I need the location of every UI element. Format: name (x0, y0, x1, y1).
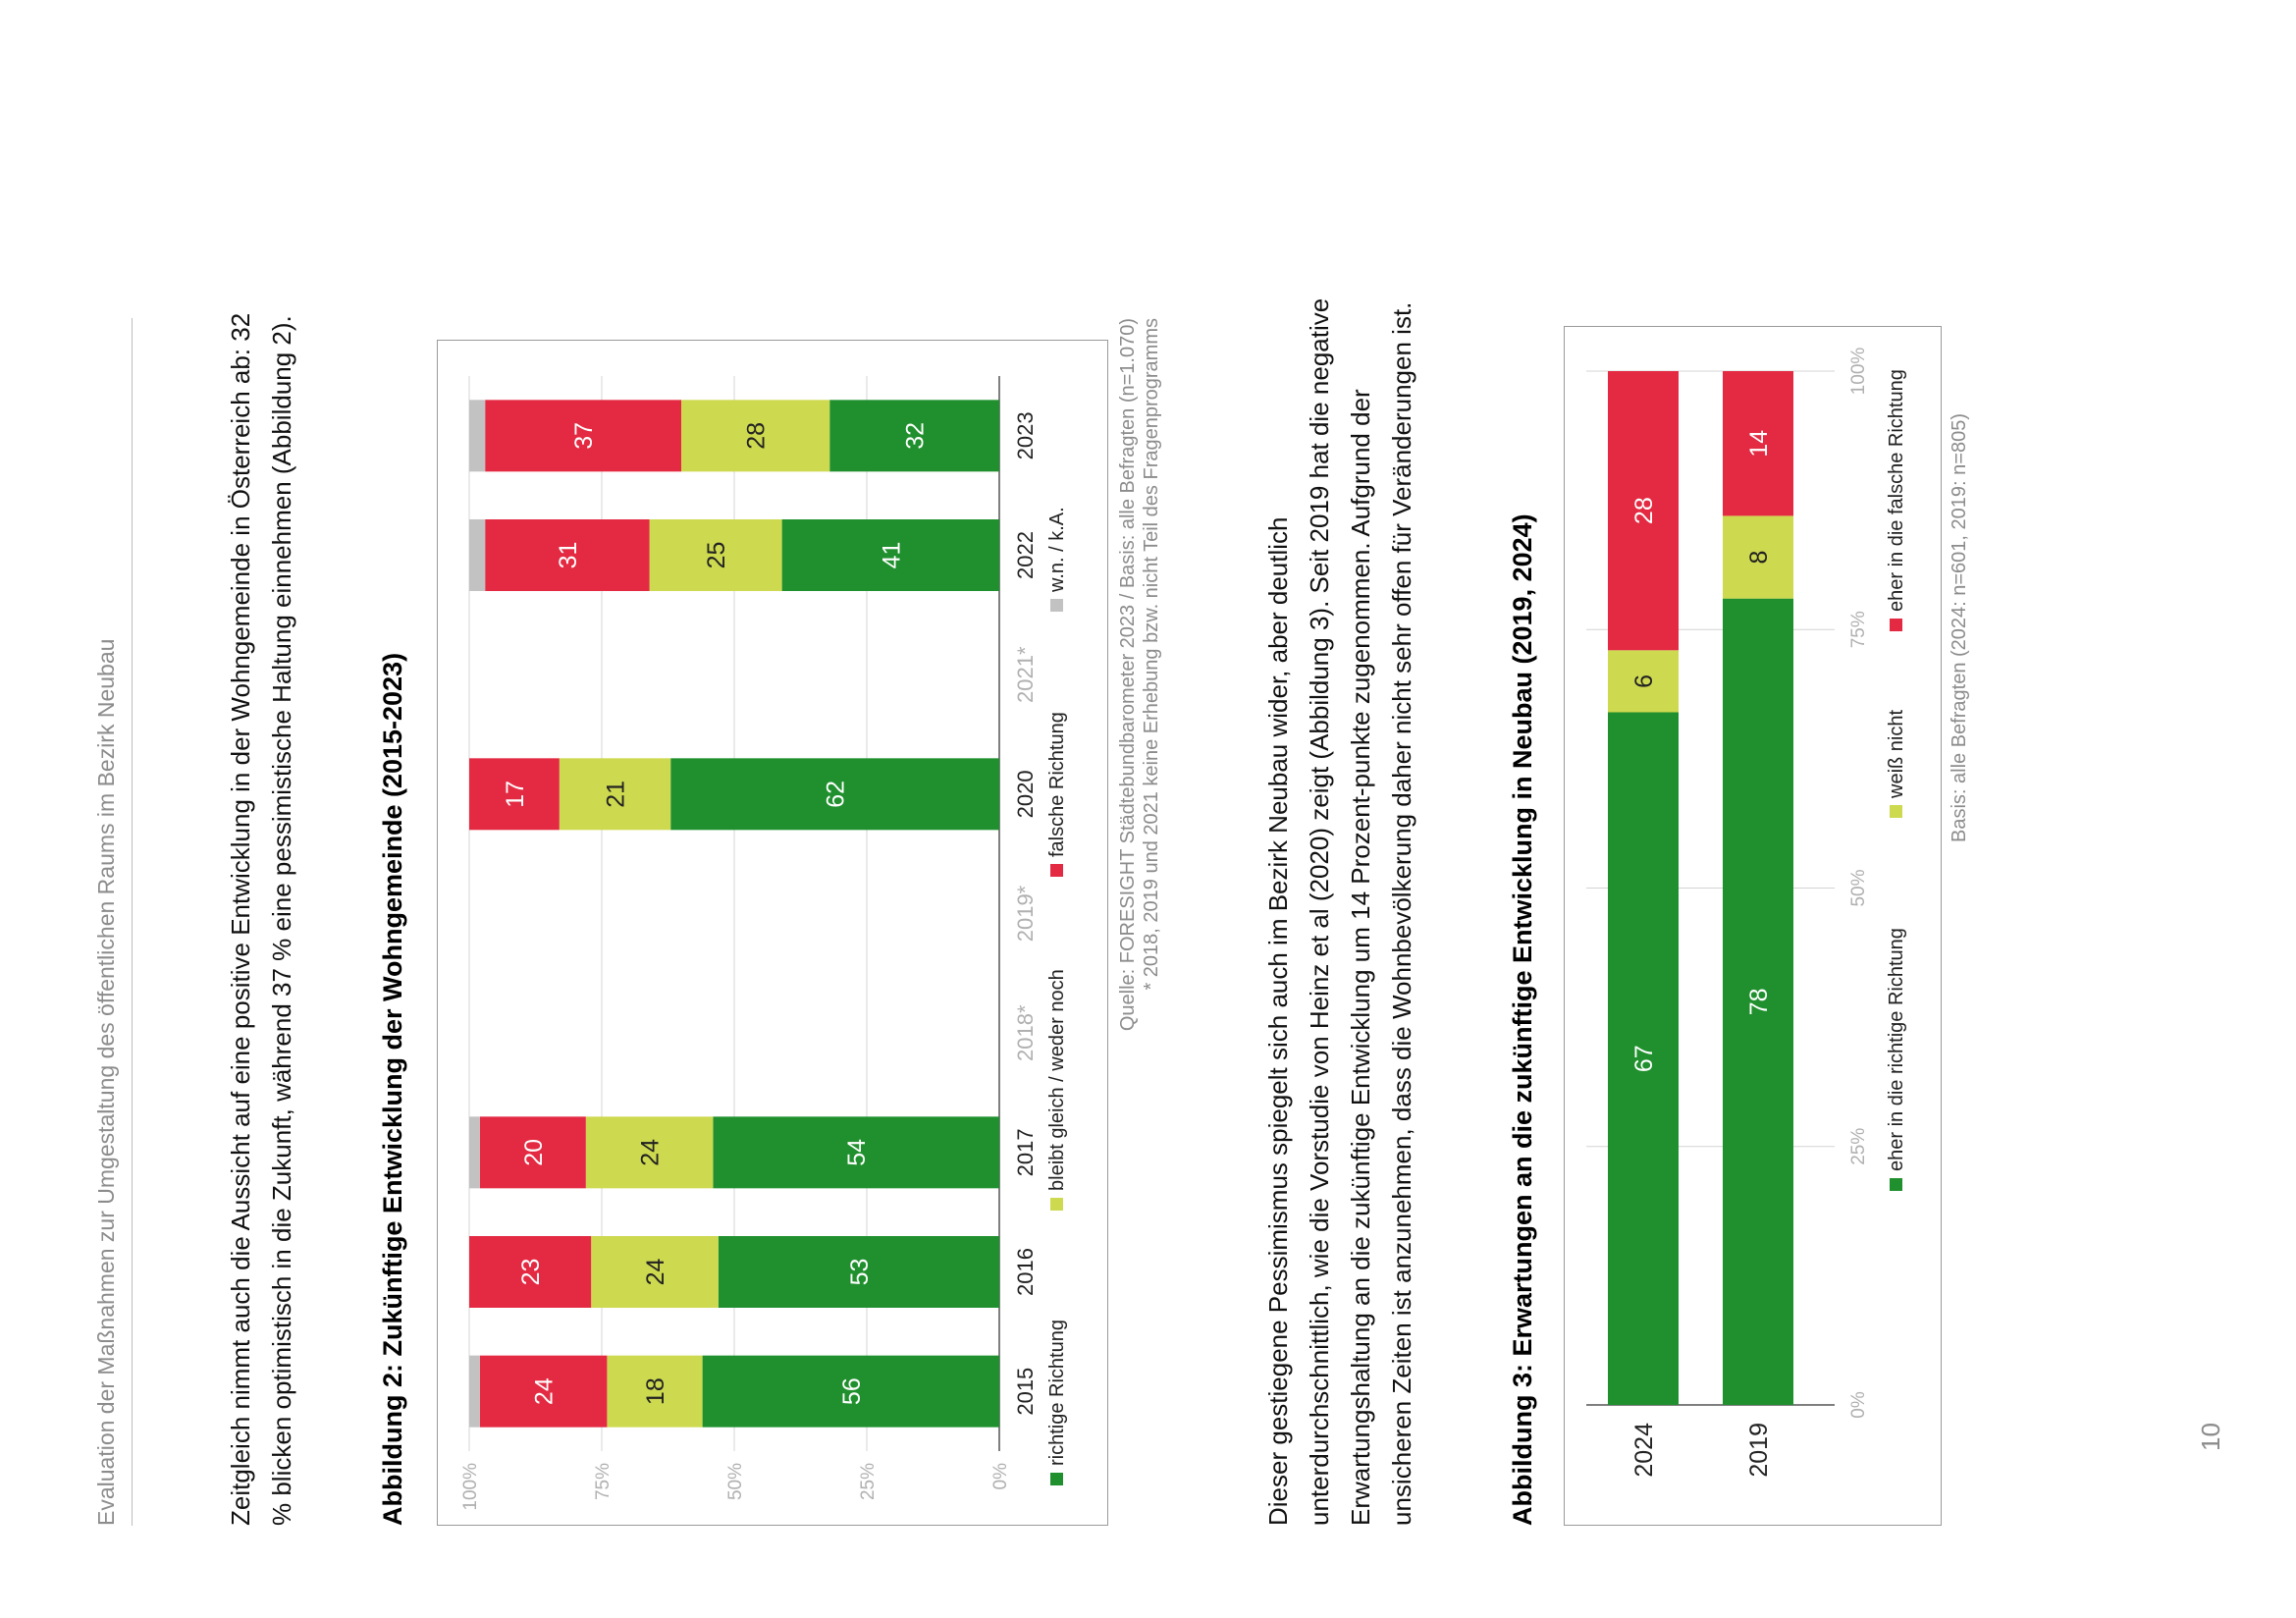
x-tick-label: 2021* (1013, 646, 1038, 703)
legend-swatch (1890, 1178, 1902, 1191)
x-tick-label: 2018* (1013, 1004, 1038, 1061)
data-label: 21 (602, 780, 630, 808)
x-tick-label: 2016 (1013, 1248, 1038, 1296)
legend-label: eher in die richtige Richtung (1886, 928, 1907, 1171)
data-label: 23 (517, 1258, 546, 1286)
data-label: 18 (642, 1377, 669, 1406)
page-number: 10 (2196, 1423, 2225, 1451)
category-label: 2024 (1630, 1423, 1658, 1478)
legend-label: w.n. / k.A. (1046, 507, 1068, 592)
y-tick-label: 25% (858, 1463, 879, 1501)
x-tick-label: 2023 (1013, 411, 1038, 460)
x-tick-label: 2022 (1013, 531, 1038, 579)
data-label: 32 (901, 421, 930, 450)
x-tick-label: 25% (1848, 1127, 1869, 1165)
data-label: 17 (501, 780, 529, 808)
data-label: 56 (837, 1377, 866, 1406)
bar-segment-w-n-k-a (469, 1356, 480, 1428)
running-header: Evaluation der Maßnahmen zur Umgestaltung des öffentlichen Raums im Bezirk Neubau (93, 638, 119, 1526)
figure-2-title: Abbildung 2: Zukünftige Entwicklung der Wohngemeinde (2015-2023) (378, 652, 407, 1526)
legend-swatch (1050, 1198, 1063, 1211)
figure-2-source: Quelle: FORESIGHT Städtebundbarometer 2023 / Basis: alle Befragten (n=1.070) (1117, 318, 1139, 1032)
x-tick-label: 2015 (1013, 1367, 1038, 1416)
legend-swatch (1050, 864, 1063, 877)
body-paragraph-1: Zeitgleich nimmt auch die Aussicht auf eine positive Entwicklung in der Wohngemeinde in Österreich ab: 32 % blicken optimistisch in die Zukunft, während 37 % eine pessimistische Haltung einnehmen (Abbildung 2). (226, 312, 296, 1526)
data-label: 31 (554, 541, 582, 569)
data-label: 14 (1745, 429, 1773, 458)
bar-segment-w-n-k-a (469, 400, 485, 471)
legend-label: weiß nicht (1886, 709, 1907, 798)
bar-segment-w-n-k-a (469, 519, 485, 591)
data-label: 53 (845, 1258, 874, 1286)
legend-swatch (1050, 1473, 1063, 1485)
figure-2-svg (438, 341, 1107, 1525)
x-tick-label: 50% (1848, 869, 1869, 907)
data-label: 78 (1745, 988, 1773, 1016)
legend-label: falsche Richtung (1046, 712, 1068, 857)
y-tick-label: 50% (725, 1463, 746, 1501)
data-label: 24 (530, 1377, 559, 1406)
x-tick-label: 2020 (1013, 770, 1038, 819)
y-tick-label: 100% (460, 1463, 481, 1511)
data-label: 54 (843, 1138, 872, 1166)
legend-label: richtige Richtung (1046, 1320, 1068, 1466)
data-label: 62 (822, 780, 850, 808)
figure-3-basis: Basis: alle Befragten (2024: n=601, 2019: n=805) (1949, 413, 1970, 842)
data-label: 8 (1745, 550, 1773, 565)
data-label: 25 (703, 541, 731, 569)
figure-3-title: Abbildung 3: Erwartungen an die zukünftige Entwicklung in Neubau (2019, 2024) (1508, 513, 1537, 1526)
legend-swatch (1890, 619, 1902, 631)
data-label: 24 (636, 1138, 665, 1166)
data-label: 24 (642, 1258, 669, 1286)
data-label: 41 (878, 541, 906, 569)
x-tick-label: 2017 (1013, 1128, 1038, 1177)
legend-label: bleibt gleich / weder noch (1046, 969, 1068, 1191)
body-paragraph-2: Dieser gestiegene Pessimismus spiegelt sich auch im Bezirk Neubau wider, aber deutlich unterdurchschnittlich, wie die Vorstudie von Heinz et al (2020) zeigt (Abbildung 3). Seit 2019 hat die negative Erwartungshaltung an die zukünftige Entwicklung um 14 Prozent-punkte zugenommen. Aufgrund der unsicheren Zeiten ist anzunehmen, dass die Wohnbevölkerung daher nicht sehr offen für Veränderungen ist. (1263, 297, 1416, 1526)
legend-swatch (1890, 805, 1902, 818)
figure-2-footnote: * 2018, 2019 und 2021 keine Erhebung bzw. nicht Teil des Fragenprogramms (1141, 318, 1162, 991)
x-tick-label: 75% (1848, 611, 1869, 649)
y-tick-label: 0% (990, 1463, 1011, 1490)
data-label: 67 (1630, 1045, 1658, 1073)
data-label: 28 (1630, 497, 1658, 525)
figure-2-chart (437, 340, 1108, 1526)
y-tick-label: 75% (593, 1463, 614, 1501)
data-label: 37 (570, 421, 599, 450)
figure-3-svg (1565, 327, 1941, 1525)
data-label: 6 (1630, 674, 1658, 688)
x-tick-label: 0% (1848, 1391, 1869, 1419)
data-label: 20 (519, 1138, 548, 1166)
data-label: 28 (742, 421, 771, 450)
legend-label: eher in die falsche Richtung (1886, 369, 1907, 612)
legend-swatch (1050, 599, 1063, 612)
x-tick-label: 100% (1848, 347, 1869, 396)
x-tick-label: 2019* (1013, 885, 1038, 943)
header-divider (132, 318, 133, 1526)
figure-3-chart (1564, 326, 1942, 1526)
category-label: 2019 (1745, 1423, 1773, 1478)
bar-segment-w-n-k-a (469, 1116, 480, 1188)
